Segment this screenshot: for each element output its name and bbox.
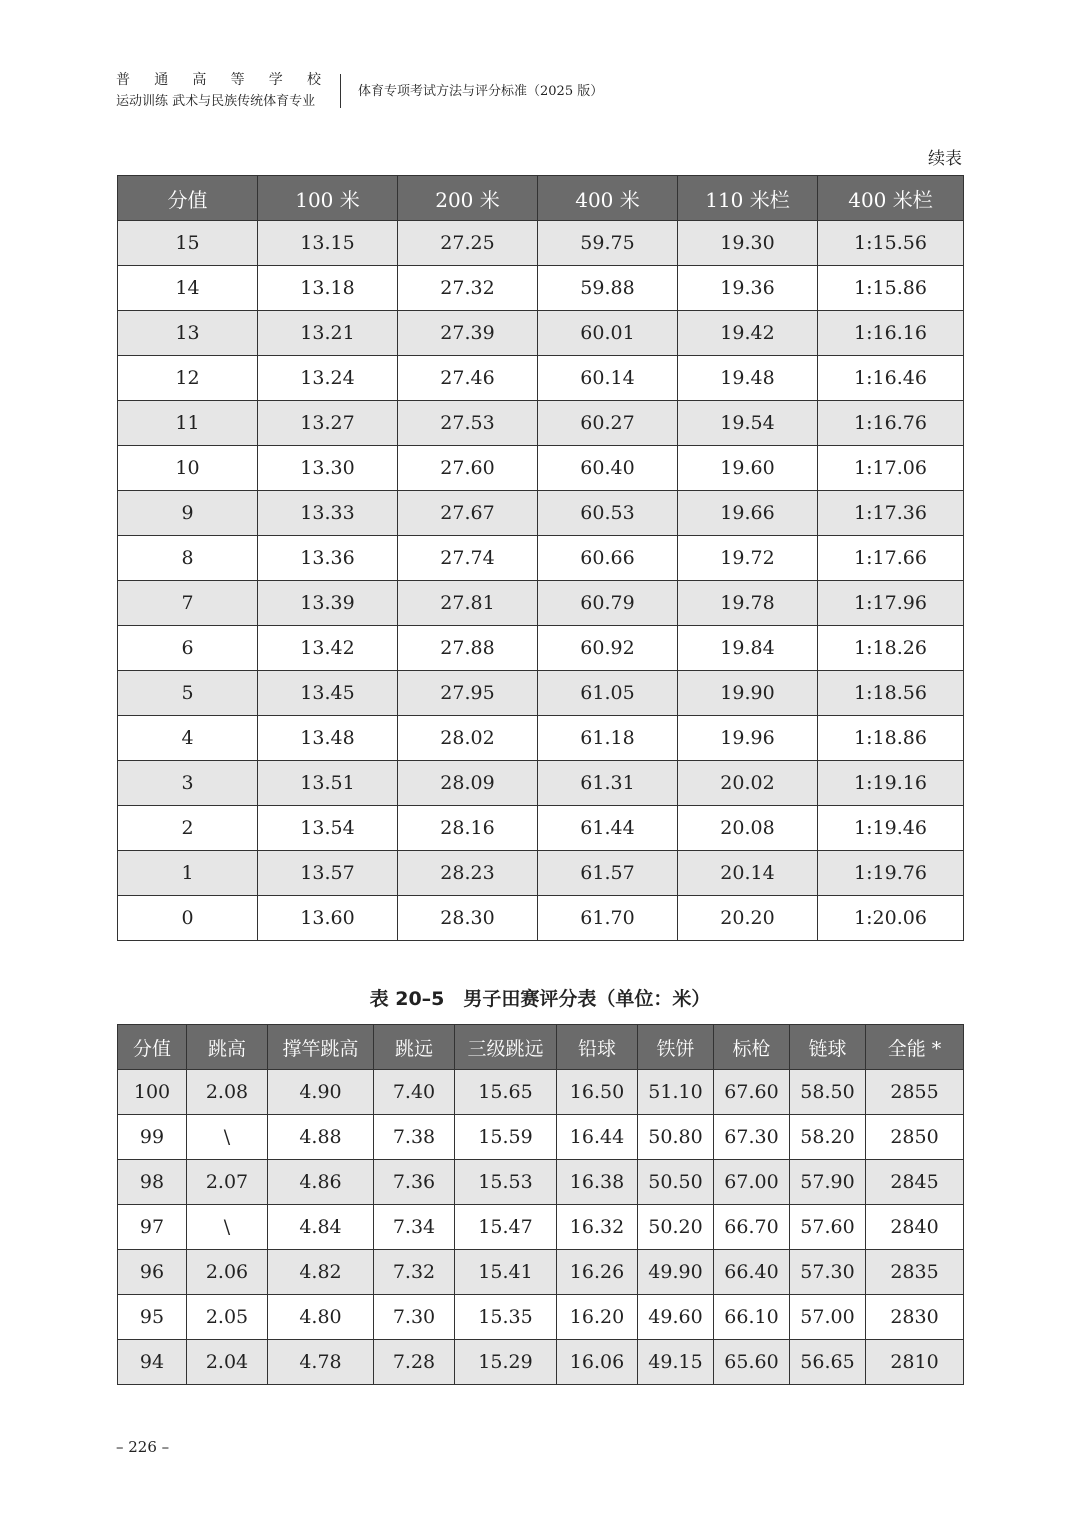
table-cell: 16.38 — [557, 1160, 638, 1205]
table-cell: 8 — [118, 536, 258, 581]
column-header: 110 米栏 — [678, 176, 818, 221]
table-cell: 4.88 — [268, 1115, 374, 1160]
table-cell: 60.92 — [538, 626, 678, 671]
table-cell: 16.06 — [557, 1340, 638, 1385]
table-cell: 1:17.06 — [818, 446, 964, 491]
table-cell: 2.05 — [187, 1295, 268, 1340]
table-cell: 67.00 — [714, 1160, 790, 1205]
table-cell: 19.48 — [678, 356, 818, 401]
table-row — [118, 716, 964, 761]
table-cell: 7.38 — [374, 1115, 455, 1160]
column-header: 全能 * — [866, 1025, 964, 1070]
table-cell: 19.96 — [678, 716, 818, 761]
table-cell: 2 — [118, 806, 258, 851]
table-cell: 13.60 — [258, 896, 398, 941]
table-cell: 2830 — [866, 1295, 964, 1340]
table-cell: 1 — [118, 851, 258, 896]
table-cell: 60.40 — [538, 446, 678, 491]
table-cell: 13.33 — [258, 491, 398, 536]
table-cell: 27.60 — [398, 446, 538, 491]
table-cell: 13.45 — [258, 671, 398, 716]
table-cell: 15.65 — [455, 1070, 557, 1115]
table-cell: 13.30 — [258, 446, 398, 491]
table-cell: 16.44 — [557, 1115, 638, 1160]
table-cell: 7.34 — [374, 1205, 455, 1250]
table-cell: 4.86 — [268, 1160, 374, 1205]
table-row — [118, 851, 964, 896]
table-cell: 60.79 — [538, 581, 678, 626]
column-header: 三级跳远 — [455, 1025, 557, 1070]
table-cell: 4.82 — [268, 1250, 374, 1295]
table-cell: \ — [187, 1205, 268, 1250]
table-cell: 16.20 — [557, 1295, 638, 1340]
table-cell: 1:20.06 — [818, 896, 964, 941]
table-cell: 13.48 — [258, 716, 398, 761]
table-cell: 61.05 — [538, 671, 678, 716]
table-cell: 6 — [118, 626, 258, 671]
field-score-table — [117, 1024, 964, 1385]
table-cell: 19.66 — [678, 491, 818, 536]
table-cell: 1:17.96 — [818, 581, 964, 626]
table-cell: 20.20 — [678, 896, 818, 941]
table-row — [118, 266, 964, 311]
table-cell: 13.42 — [258, 626, 398, 671]
table-cell: 4.90 — [268, 1070, 374, 1115]
table-row — [118, 536, 964, 581]
table-cell: 1:19.76 — [818, 851, 964, 896]
column-header: 撑竿跳高 — [268, 1025, 374, 1070]
table-cell: 13.36 — [258, 536, 398, 581]
school-char: 通 — [154, 72, 169, 88]
table-cell: 19.30 — [678, 221, 818, 266]
table-cell: 27.95 — [398, 671, 538, 716]
table-cell: 60.53 — [538, 491, 678, 536]
table-cell: 15.35 — [455, 1295, 557, 1340]
table-cell: 2.04 — [187, 1340, 268, 1385]
table-cell: 49.15 — [638, 1340, 714, 1385]
table-cell: 15 — [118, 221, 258, 266]
table-cell: 49.90 — [638, 1250, 714, 1295]
table-cell: \ — [187, 1115, 268, 1160]
table-row — [118, 1250, 964, 1295]
table-cell: 60.01 — [538, 311, 678, 356]
table-cell: 3 — [118, 761, 258, 806]
table-cell: 27.88 — [398, 626, 538, 671]
table-cell: 99 — [118, 1115, 187, 1160]
table-cell: 100 — [118, 1070, 187, 1115]
table-cell: 7.40 — [374, 1070, 455, 1115]
table-cell: 20.08 — [678, 806, 818, 851]
column-header: 200 米 — [398, 176, 538, 221]
table-row — [118, 896, 964, 941]
table-cell: 1:16.16 — [818, 311, 964, 356]
table-cell: 60.27 — [538, 401, 678, 446]
school-char: 学 — [268, 72, 283, 88]
table-row — [118, 1295, 964, 1340]
table-title: 表 20–5 男子田赛评分表（单位：米） — [369, 988, 711, 1010]
column-header: 跳远 — [374, 1025, 455, 1070]
table-cell: 19.84 — [678, 626, 818, 671]
table-cell: 15.41 — [455, 1250, 557, 1295]
table-row — [118, 1340, 964, 1385]
table-cell: 2810 — [866, 1340, 964, 1385]
table-cell: 67.60 — [714, 1070, 790, 1115]
table-cell: 28.16 — [398, 806, 538, 851]
table-cell: 19.90 — [678, 671, 818, 716]
table-row — [118, 491, 964, 536]
table-cell: 66.10 — [714, 1295, 790, 1340]
table-cell: 19.78 — [678, 581, 818, 626]
table-cell: 2845 — [866, 1160, 964, 1205]
table-cell: 7.32 — [374, 1250, 455, 1295]
table-cell: 1:18.56 — [818, 671, 964, 716]
table-row — [118, 1205, 964, 1250]
table-cell: 1:19.16 — [818, 761, 964, 806]
table-cell: 13.51 — [258, 761, 398, 806]
table-cell: 10 — [118, 446, 258, 491]
table-cell: 15.47 — [455, 1205, 557, 1250]
table-cell: 7 — [118, 581, 258, 626]
table-header-row — [118, 176, 964, 221]
table-cell: 20.14 — [678, 851, 818, 896]
table-cell: 57.00 — [790, 1295, 866, 1340]
table-cell: 1:17.66 — [818, 536, 964, 581]
table-cell: 16.50 — [557, 1070, 638, 1115]
table-cell: 28.02 — [398, 716, 538, 761]
table-cell: 9 — [118, 491, 258, 536]
table-cell: 50.80 — [638, 1115, 714, 1160]
table-cell: 19.36 — [678, 266, 818, 311]
table-cell: 61.44 — [538, 806, 678, 851]
table-cell: 19.42 — [678, 311, 818, 356]
table-cell: 1:18.86 — [818, 716, 964, 761]
continued-label: 续表 — [928, 149, 962, 169]
table-cell: 13.54 — [258, 806, 398, 851]
table-cell: 2850 — [866, 1115, 964, 1160]
table-cell: 1:16.76 — [818, 401, 964, 446]
table-cell: 57.60 — [790, 1205, 866, 1250]
table-row — [118, 446, 964, 491]
table-cell: 49.60 — [638, 1295, 714, 1340]
table-cell: 95 — [118, 1295, 187, 1340]
column-header: 100 米 — [258, 176, 398, 221]
table-cell: 61.70 — [538, 896, 678, 941]
major-name: 运动训练 武术与民族传统体育专业 — [116, 94, 316, 109]
table-cell: 15.53 — [455, 1160, 557, 1205]
running-header-left — [116, 70, 326, 112]
column-header: 400 米栏 — [818, 176, 964, 221]
table-cell: 57.30 — [790, 1250, 866, 1295]
column-header: 400 米 — [538, 176, 678, 221]
table-cell: 65.60 — [714, 1340, 790, 1385]
book-title: 体育专项考试方法与评分标准（2025 版） — [358, 84, 604, 99]
page-number: – 226 – — [116, 1438, 170, 1456]
table-cell: 27.74 — [398, 536, 538, 581]
table-cell: 14 — [118, 266, 258, 311]
header-divider — [340, 74, 341, 108]
table-cell: 2.08 — [187, 1070, 268, 1115]
table-cell: 66.40 — [714, 1250, 790, 1295]
table-cell: 13.18 — [258, 266, 398, 311]
table-row — [118, 1115, 964, 1160]
table-cell: 58.50 — [790, 1070, 866, 1115]
table-cell: 1:18.26 — [818, 626, 964, 671]
table-cell: 98 — [118, 1160, 187, 1205]
track-score-table — [117, 175, 964, 941]
column-header: 标枪 — [714, 1025, 790, 1070]
table-row — [118, 221, 964, 266]
table-cell: 60.66 — [538, 536, 678, 581]
table-cell: 2835 — [866, 1250, 964, 1295]
table-cell: 16.26 — [557, 1250, 638, 1295]
table-cell: 61.18 — [538, 716, 678, 761]
table-cell: 1:19.46 — [818, 806, 964, 851]
table-cell: 1:15.86 — [818, 266, 964, 311]
table-cell: 97 — [118, 1205, 187, 1250]
column-header: 铁饼 — [638, 1025, 714, 1070]
table-cell: 13.15 — [258, 221, 398, 266]
table-cell: 19.72 — [678, 536, 818, 581]
table-cell: 11 — [118, 401, 258, 446]
table-cell: 19.54 — [678, 401, 818, 446]
column-header: 分值 — [118, 1025, 187, 1070]
table-cell: 59.75 — [538, 221, 678, 266]
table-cell: 58.20 — [790, 1115, 866, 1160]
table-cell: 61.31 — [538, 761, 678, 806]
school-char: 校 — [306, 72, 321, 88]
table-row — [118, 671, 964, 716]
school-char: 等 — [230, 72, 245, 88]
table-cell: 27.67 — [398, 491, 538, 536]
table-cell: 13.24 — [258, 356, 398, 401]
table-cell: 1:17.36 — [818, 491, 964, 536]
table-cell: 94 — [118, 1340, 187, 1385]
table-cell: 7.36 — [374, 1160, 455, 1205]
table-cell: 66.70 — [714, 1205, 790, 1250]
table-cell: 7.28 — [374, 1340, 455, 1385]
column-header: 铅球 — [557, 1025, 638, 1070]
table-row — [118, 356, 964, 401]
table-cell: 0 — [118, 896, 258, 941]
table-cell: 15.59 — [455, 1115, 557, 1160]
school-name — [116, 70, 321, 90]
table-cell: 60.14 — [538, 356, 678, 401]
table-cell: 20.02 — [678, 761, 818, 806]
table-row — [118, 581, 964, 626]
table-row — [118, 1070, 964, 1115]
table-cell: 50.50 — [638, 1160, 714, 1205]
table-row — [118, 761, 964, 806]
table-cell: 15.29 — [455, 1340, 557, 1385]
table-cell: 61.57 — [538, 851, 678, 896]
table-cell: 50.20 — [638, 1205, 714, 1250]
table-cell: 2.07 — [187, 1160, 268, 1205]
table-cell: 2.06 — [187, 1250, 268, 1295]
table-cell: 67.30 — [714, 1115, 790, 1160]
table-cell: 16.32 — [557, 1205, 638, 1250]
table-cell: 28.30 — [398, 896, 538, 941]
table-cell: 28.09 — [398, 761, 538, 806]
table-header-row — [118, 1025, 964, 1070]
table-cell: 1:15.56 — [818, 221, 964, 266]
table-cell: 27.39 — [398, 311, 538, 356]
table-cell: 2840 — [866, 1205, 964, 1250]
table-cell: 13.39 — [258, 581, 398, 626]
table-cell: 2855 — [866, 1070, 964, 1115]
table-cell: 13.27 — [258, 401, 398, 446]
table-cell: 27.32 — [398, 266, 538, 311]
table-cell: 13.21 — [258, 311, 398, 356]
table-cell: 27.46 — [398, 356, 538, 401]
table-cell: 19.60 — [678, 446, 818, 491]
school-char: 高 — [192, 72, 207, 88]
table-cell: 12 — [118, 356, 258, 401]
table-cell: 96 — [118, 1250, 187, 1295]
table-cell: 1:16.46 — [818, 356, 964, 401]
table-row — [118, 1160, 964, 1205]
table-cell: 28.23 — [398, 851, 538, 896]
table-cell: 51.10 — [638, 1070, 714, 1115]
table-row — [118, 626, 964, 671]
table-cell: 27.25 — [398, 221, 538, 266]
table-cell: 57.90 — [790, 1160, 866, 1205]
table-row — [118, 401, 964, 446]
column-header: 跳高 — [187, 1025, 268, 1070]
table-row — [118, 806, 964, 851]
table-cell: 4.84 — [268, 1205, 374, 1250]
table-cell: 13.57 — [258, 851, 398, 896]
table-cell: 4.80 — [268, 1295, 374, 1340]
table-cell: 7.30 — [374, 1295, 455, 1340]
table-cell: 59.88 — [538, 266, 678, 311]
table-row — [118, 311, 964, 356]
table-cell: 27.53 — [398, 401, 538, 446]
table-cell: 56.65 — [790, 1340, 866, 1385]
table-cell: 27.81 — [398, 581, 538, 626]
column-header: 链球 — [790, 1025, 866, 1070]
table-cell: 13 — [118, 311, 258, 356]
table-cell: 5 — [118, 671, 258, 716]
table-cell: 4 — [118, 716, 258, 761]
school-char: 普 — [116, 72, 130, 88]
column-header: 分值 — [118, 176, 258, 221]
table-cell: 4.78 — [268, 1340, 374, 1385]
